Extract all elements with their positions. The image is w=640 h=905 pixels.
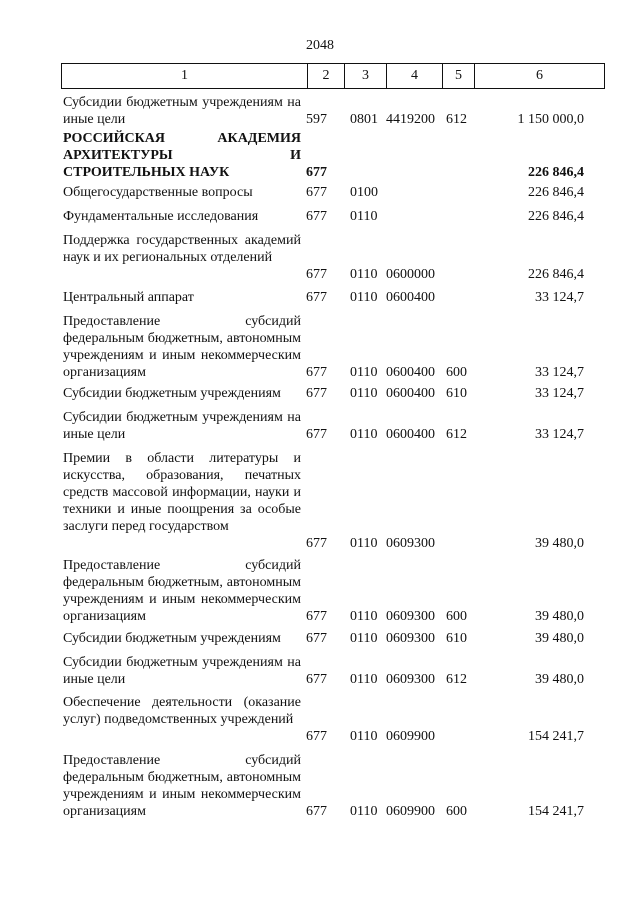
table-row [0, 630, 640, 647]
row-sum: 154 241,7 [528, 729, 584, 744]
row-name: Центральный аппарат [63, 290, 194, 305]
table-header [61, 63, 605, 89]
header-col-4: 4 [386, 64, 442, 88]
table-row [0, 289, 640, 306]
row-csr: 0609300 [386, 631, 435, 646]
row-sum: 226 846,4 [528, 267, 584, 282]
row-ved: 677 [306, 631, 327, 646]
row-csr: 0600000 [386, 267, 435, 282]
row-ved: 677 [306, 209, 327, 224]
row-name: Предоставление субсидий федеральным бюджетным, автономным учреждениям и иным некоммерческим организациям [63, 558, 301, 624]
row-sum: 39 480,0 [535, 536, 584, 551]
row-rz: 0110 [350, 672, 378, 687]
row-sum: 39 480,0 [535, 672, 584, 687]
row-csr: 0609900 [386, 729, 435, 744]
row-ved: 677 [306, 386, 327, 401]
row-sum: 226 846,4 [528, 185, 584, 200]
row-csr: 0600400 [386, 365, 435, 380]
header-col-3: 3 [344, 64, 386, 88]
row-rz: 0110 [350, 631, 378, 646]
row-name: Обеспечение деятельности (оказание услуг) подведомственных учреждений [63, 695, 301, 727]
row-name: Субсидии бюджетным учреждениям на иные цели [63, 410, 301, 442]
row-rz: 0110 [350, 365, 378, 380]
table-row [0, 385, 640, 402]
row-sum: 33 124,7 [535, 365, 584, 380]
row-sum: 154 241,7 [528, 804, 584, 819]
row-rz: 0110 [350, 729, 378, 744]
row-ved: 677 [306, 185, 327, 200]
row-sum: 33 124,7 [535, 290, 584, 305]
row-csr: 0600400 [386, 290, 435, 305]
table-row [0, 557, 640, 625]
row-name: Предоставление субсидий федеральным бюджетным, автономным учреждениям и иным некоммерческим организациям [63, 314, 301, 380]
row-name: Субсидии бюджетным учреждениям [63, 386, 281, 401]
table-row [0, 694, 640, 745]
table-row [0, 450, 640, 552]
row-rz: 0110 [350, 290, 378, 305]
row-ved: 677 [306, 536, 327, 551]
row-rz: 0110 [350, 427, 378, 442]
table-row [0, 130, 640, 181]
table-row [0, 208, 640, 225]
row-sum: 226 846,4 [528, 165, 584, 180]
row-name: Премии в области литературы и искусства, образования, печатных средств массовой информации, науки и техники и иные поощрения за особые заслуги перед государством [63, 451, 301, 534]
row-name: Фундаментальные исследования [63, 209, 259, 224]
row-ved: 677 [306, 609, 327, 624]
header-col-5: 5 [442, 64, 474, 88]
row-csr: 0609300 [386, 536, 435, 551]
row-ved: 677 [306, 290, 327, 305]
table-row [0, 409, 640, 443]
row-rz: 0110 [350, 536, 378, 551]
row-csr: 0609900 [386, 804, 435, 819]
row-ved: 677 [306, 672, 327, 687]
table-row [0, 654, 640, 688]
row-ved: 677 [306, 427, 327, 442]
row-vr: 600 [446, 609, 467, 624]
row-vr: 600 [446, 804, 467, 819]
table-row [0, 313, 640, 381]
row-rz: 0110 [350, 209, 378, 224]
row-name: Субсидии бюджетным учреждениям [63, 631, 281, 646]
row-name: Предоставление субсидий федеральным бюджетным, автономным учреждениям и иным некоммерческим организациям [63, 753, 301, 819]
row-vr: 612 [446, 672, 467, 687]
row-vr: 610 [446, 631, 467, 646]
row-sum: 39 480,0 [535, 609, 584, 624]
row-csr: 0609300 [386, 672, 435, 687]
row-name: РОССИЙСКАЯ АКАДЕМИЯ АРХИТЕКТУРЫ И СТРОИТЕЛЬНЫХ НАУК [63, 131, 301, 180]
row-name: Поддержка государственных академий наук и их региональных отделений [63, 233, 301, 265]
row-vr: 612 [446, 112, 467, 127]
row-name: Субсидии бюджетным учреждениям на иные цели [63, 95, 301, 127]
header-col-6: 6 [474, 64, 604, 88]
row-sum: 1 150 000,0 [517, 112, 584, 127]
row-ved: 677 [306, 267, 327, 282]
row-rz: 0110 [350, 609, 378, 624]
row-csr: 4419200 [386, 112, 435, 127]
table-row [0, 94, 640, 128]
row-rz: 0100 [350, 185, 378, 200]
row-rz: 0110 [350, 804, 378, 819]
row-vr: 600 [446, 365, 467, 380]
row-vr: 610 [446, 386, 467, 401]
row-name: Общегосударственные вопросы [63, 185, 253, 200]
row-name: Субсидии бюджетным учреждениям на иные цели [63, 655, 301, 687]
row-vr: 612 [446, 427, 467, 442]
row-sum: 33 124,7 [535, 427, 584, 442]
row-csr: 0609300 [386, 609, 435, 624]
row-sum: 33 124,7 [535, 386, 584, 401]
page-number: 2048 [306, 38, 334, 53]
header-col-1: 1 [181, 68, 188, 83]
table-row [0, 752, 640, 820]
row-csr: 0600400 [386, 386, 435, 401]
row-sum: 226 846,4 [528, 209, 584, 224]
row-ved: 597 [306, 112, 327, 127]
row-ved: 677 [306, 804, 327, 819]
row-rz: 0110 [350, 267, 378, 282]
table-row [0, 232, 640, 283]
row-ved: 677 [306, 729, 327, 744]
row-csr: 0600400 [386, 427, 435, 442]
row-ved: 677 [306, 165, 327, 180]
row-ved: 677 [306, 365, 327, 380]
row-sum: 39 480,0 [535, 631, 584, 646]
table-row [0, 184, 640, 201]
row-rz: 0801 [350, 112, 378, 127]
header-col-2: 2 [307, 64, 344, 88]
row-rz: 0110 [350, 386, 378, 401]
